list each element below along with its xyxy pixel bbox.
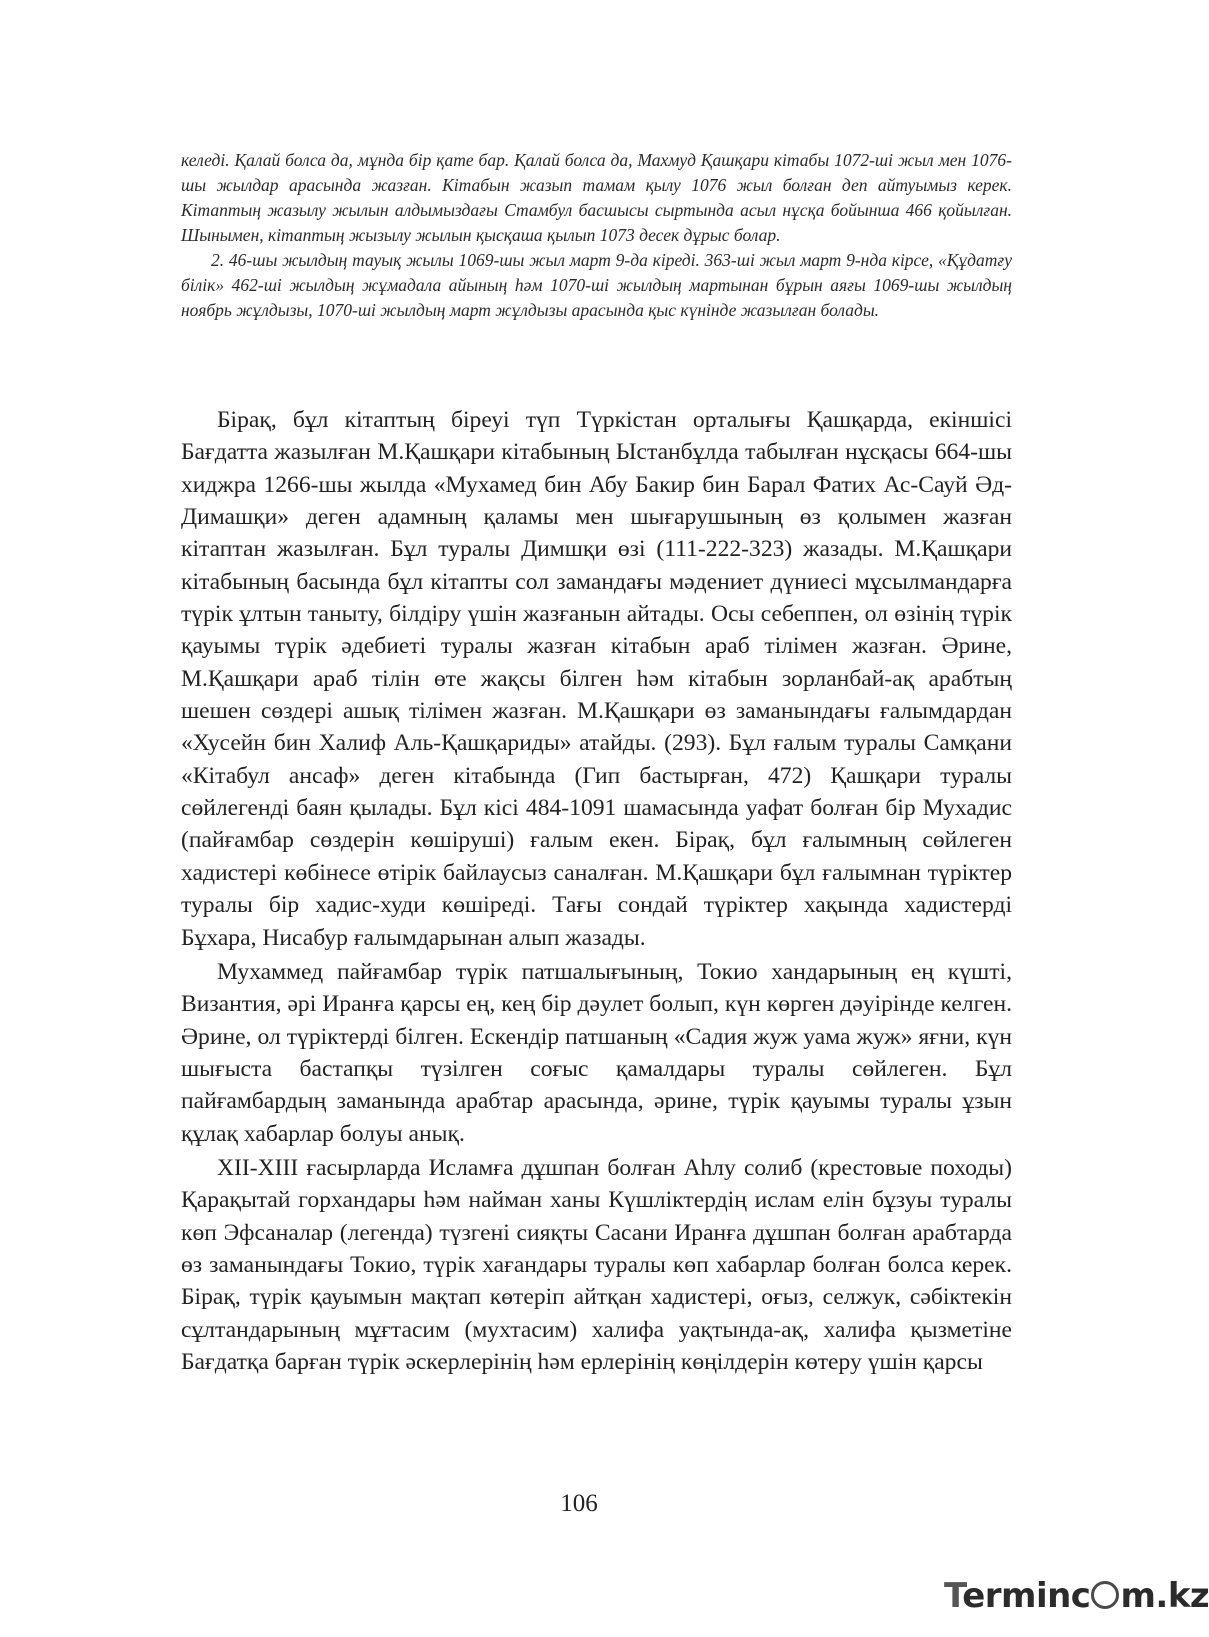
paragraph-2: Мухаммед пайғамбар түрік патшалығының, Токио хандарының ең күшті, Византия, әрі Иранға қарсы ең, кең бір дәулет болып, күн көрген дәуірінде келген. Әрине, ол түріктерді білген. Ескендір патшаның «Садия жуж уама жуж» яғни, күн шығыста бастапқы түзілген соғыс қамалдары туралы сөйлеген. Бұл пайғамбардың заманында арабтар арасында, әрине, түрік қауымы туралы ұзын құлақ хабарлар болуы анық. bbox=[181, 958, 1012, 1147]
footnotes bbox=[181, 148, 1012, 323]
page-number: 106 bbox=[560, 1490, 598, 1517]
termincom-watermark-logo bbox=[944, 1576, 1209, 1622]
footnote-2: 2. 46-шы жылдың тауық жылы 1069-шы жыл март 9-да кіреді. 363-ші жыл март 9-нда кірсе, «Құдатғу білік» 462-ші жылдың жұмадала айының һәм 1070-ші жылдың мартынан бұрын аяғы 1069-шы жылдың ноябрь жұлдызы, 1070-ші жылдың март жұлдызы арасында қыс күнінде жазылған болады. bbox=[181, 250, 1012, 320]
logo-circle-icon bbox=[1091, 1581, 1119, 1609]
logo-letter-t: T bbox=[944, 1576, 963, 1616]
logo-text: erminc bbox=[962, 1576, 1091, 1616]
logo-domain: m.kz bbox=[1120, 1576, 1209, 1616]
paragraph-1: Бірақ, бұл кітаптың біреуі түп Түркістан орталығы Қашқарда, екіншісі Бағдатта жазылған М.Қашқари кітабының Ыстанбұлда табылған нұсқасы 664-шы хиджра 1266-шы жылда «Мухамед бин Абу Бакир бин Барал Фатих Ас-Сауй Әд-Димашқи» деген адамның қаламы мен шығарушының өз қолымен жазған кітаптан жазылған. Бұл туралы Димшқи өзі (111-222-323) жазады. М.Қашқари кітабының басында бұл кітапты сол замандағы мәдениет дүниесі мұсылмандарға түрік ұлтын таныту, білдіру үшін жазғанын айтады. Осы себеппен, ол өзінің түрік қауымы түрік әдебиеті туралы жазған кітабын араб тілімен жазған. Әрине, М.Қашқари араб тілін өте жақсы білген һәм кітабын зорланбай-ақ арабтың шешен сөздері ашық тілімен жазған. М.Қашқари өз заманындағы ғалымдардан «Хусейн бин Халиф Аль-Қашқариды» атайды. (293). Бұл ғалым туралы Самқани «Кітабул ансаф» деген кітабында (Гип бастырған, 472) Қашқари туралы сөйлегенді баян қылады. Бұл кісі 484-1091 шамасында уафат болған бір Мухадис (пайғамбар сөздерін көшіруші) ғалым екен. Бірақ, бұл ғалымның сөйлеген хадистері көбінесе өтірік байлаусыз саналған. М.Қашқари бұл ғалымнан түріктер туралы бір хадис-худи көшіреді. Тағы сондай түріктер хақында хадистерді Бұхара, Нисабур ғалымдарынан алып жазады. bbox=[181, 407, 1012, 951]
footnote-continuation: келеді. Қалай болса да, мұнда бір қате бар. Қалай болса да, Махмуд Қашқари кітабы 1072-ші жыл мен 1076-шы жылдар арасында жазған. Кітабын жазып тамам қылу 1076 жыл болған деп айтуымыз керек. Кітаптың жазылу жылын алдымыздағы Стамбул басшысы сыртында асыл нұсқа бойынша 466 қойылған. Шынымен, кітаптың жызылу жылын қысқаша қылып 1073 десек дұрыс болар. bbox=[181, 150, 1012, 245]
paragraph-3: XII-XIII ғасырларда Исламға дұшпан болған Аһлу солиб (крестовые походы) Қарақытай горхандары һәм найман ханы Күшліктердің ислам елін бұзуы туралы көп Эфсаналар (легенда) түзгені сияқты Сасани Иранға дұшпан болған арабтарда өз заманындағы Токио, түрік хағандары туралы көп хабарлар болған болса керек. Бірақ, түрік қауымын мақтап көтеріп айтқан хадистері, оғыз, селжук, сәбіктекін сұлтандарының мұғтасим (мухтасим) халифа уақтында-ақ, халифа қызметіне Бағдатқа барған түрік әскерлерінің һәм ерлерінің көңілдерін көтеру үшін қарсы bbox=[181, 1154, 1012, 1375]
main-text bbox=[181, 404, 1012, 1380]
